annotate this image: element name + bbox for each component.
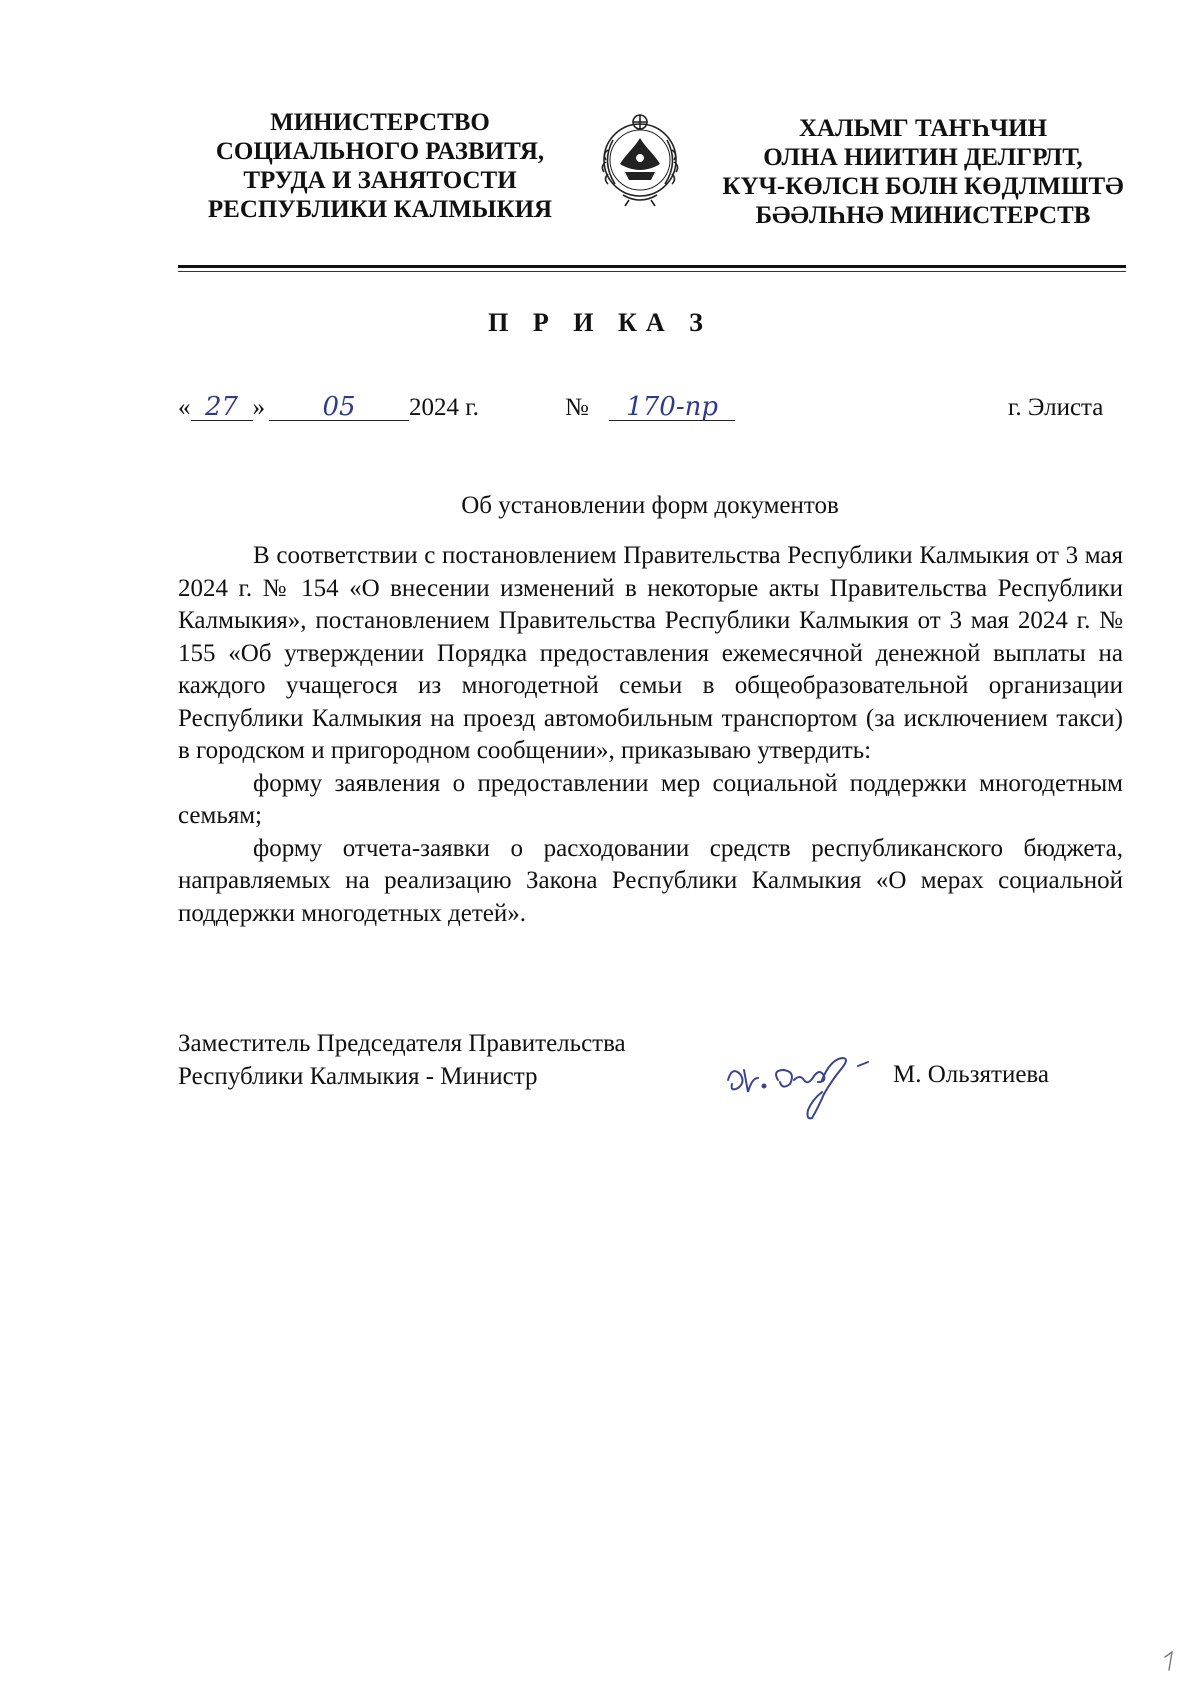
body-paragraph: форму заявления о предоставлении мер социальной поддержки многодетным семьям; — [178, 769, 1123, 829]
right-org-line: БӘӘЛҺНӘ МИНИСТЕРСТВ — [755, 202, 1091, 229]
order-number-value: 170-пр — [626, 392, 719, 422]
signatory-name: М. Ользятиева — [893, 1061, 1050, 1088]
right-org-line: ХАЛЬМГ ТАҤҺЧИН — [798, 115, 1048, 142]
header-divider-thin — [178, 271, 1126, 272]
month-value: 05 — [322, 392, 356, 422]
city: г. Элиста — [1008, 394, 1104, 421]
number-label: № — [565, 394, 589, 421]
day-blank — [191, 394, 253, 421]
right-org-line: ОЛНА НИИТИН ДЕЛГРЛТ, — [763, 144, 1083, 171]
left-organization-name — [190, 108, 570, 224]
month-blank — [269, 394, 409, 421]
order-number-field — [565, 394, 735, 422]
left-org-line: МИНИСТЕРСТВО — [270, 109, 490, 136]
quote-close: » — [252, 394, 265, 421]
handwritten-signature-icon — [722, 1050, 892, 1122]
document-subject: Об установлении форм документов — [461, 492, 839, 519]
left-org-line: СОЦИАЛЬНОГО РАЗВИТЯ, — [215, 138, 545, 165]
position-line: Республики Калмыкия - Министр — [178, 1063, 538, 1090]
body-paragraph: В соответствии с постановлением Правительства Республики Калмыкия от 3 мая 2024 г. № 154 «О внесении изменений в некоторые акты Правительства Республики Калмыкия», постановлением Правительства Республики Калмыкия от 3 мая 2024 г. № 155 «Об утверждении Порядка предоставления ежемесячной денежной выплаты на каждого учащегося из многодетной семьи в общеобразовательной организации Республики Калмыкия на проезд автомобильным транспортом (за исключением такси) в городском и пригородном сообщении», приказываю утвердить: — [178, 542, 1123, 764]
position-line: Заместитель Председателя Правительства — [178, 1030, 626, 1057]
left-org-line: ТРУДА И ЗАНЯТОСТИ — [243, 167, 517, 194]
number-blank — [609, 394, 735, 421]
signatory-position — [178, 1027, 718, 1093]
right-org-line: КҮЧ-КӨЛСН БОЛН КӨДЛМШТӘ — [722, 173, 1124, 200]
right-organization-name — [708, 114, 1138, 230]
document-title: П Р И КА З — [488, 308, 712, 337]
body-paragraph: форму отчета-заявки о расходовании средств республиканского бюджета, направляемых на реализацию Закона Республики Калмыкия «О мерах социальной поддержки многодетных детей». — [178, 834, 1123, 927]
quote-open: « — [178, 394, 191, 421]
page-number-mark — [1162, 1650, 1176, 1672]
document-body — [178, 540, 1123, 930]
header-divider — [178, 265, 1126, 268]
date-field — [178, 394, 479, 422]
kalmykia-coat-of-arms-icon — [593, 100, 687, 212]
year-value: 2024 г. — [409, 394, 479, 421]
day-value: 27 — [204, 392, 239, 422]
left-org-line: РЕСПУБЛИКИ КАЛМЫКИЯ — [207, 196, 553, 223]
